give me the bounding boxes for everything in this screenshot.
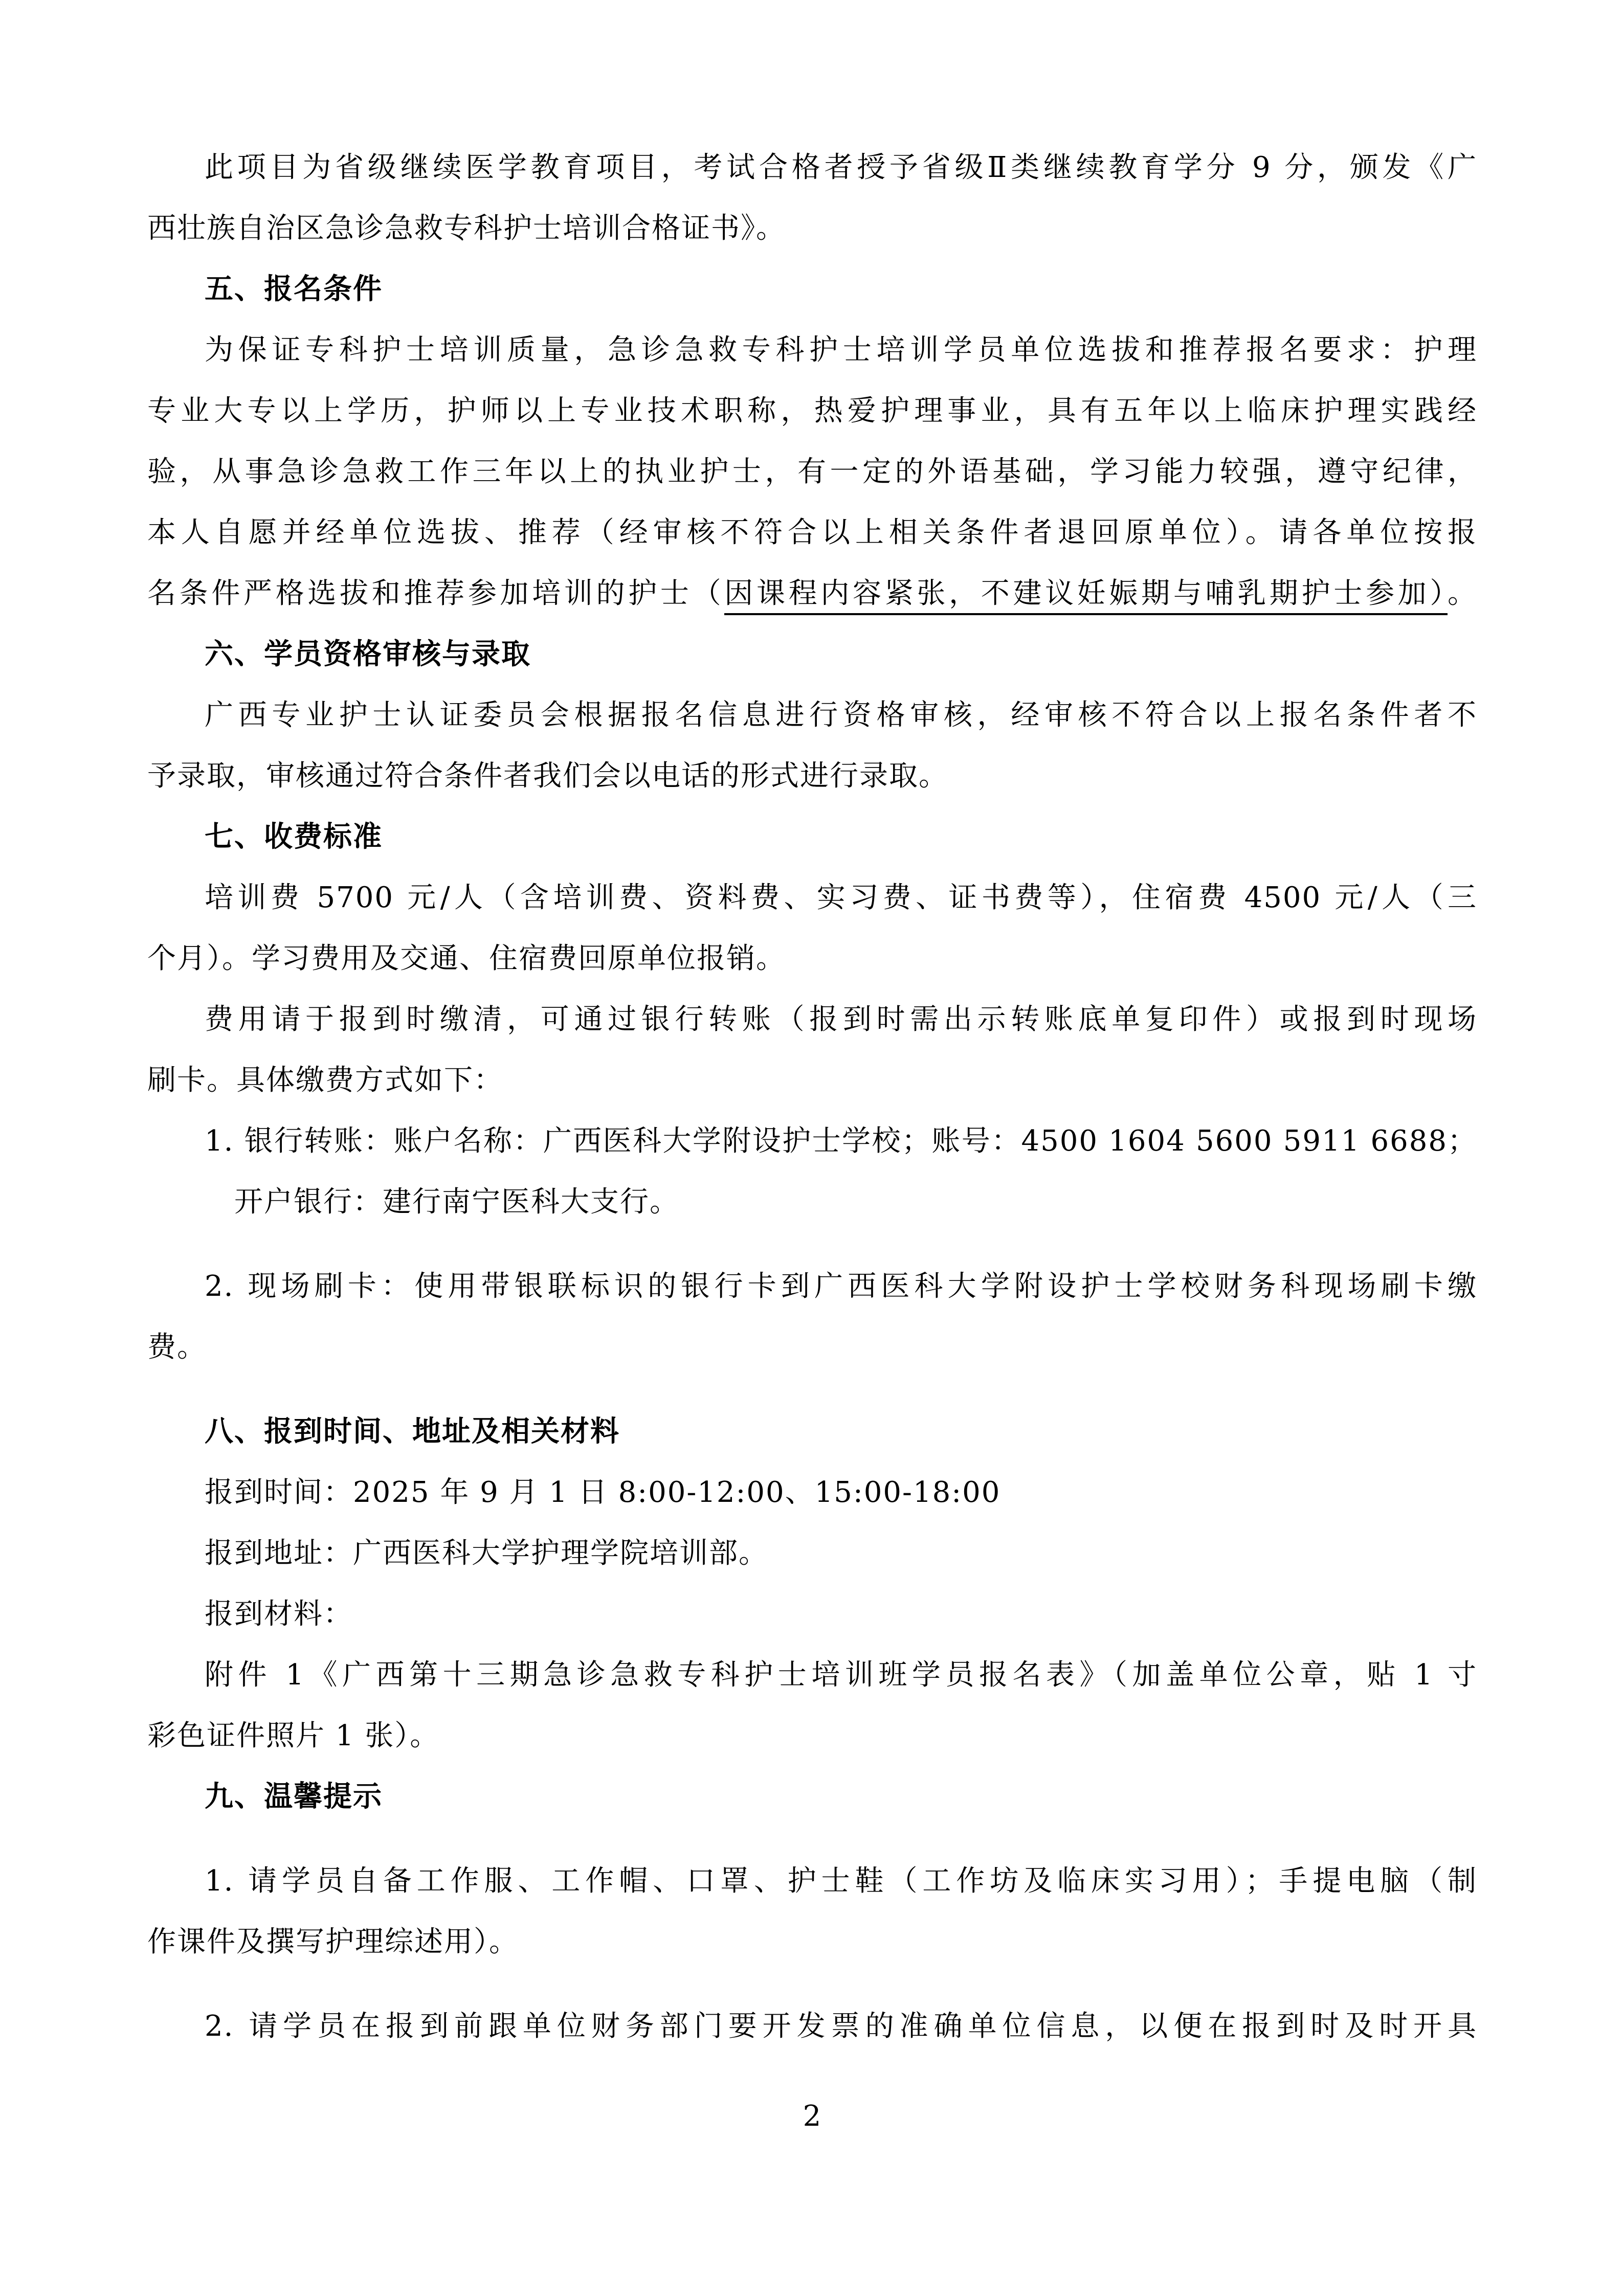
underlined-note: 因课程内容紧张，不建议妊娠期与哺乳期护士参加） (724, 577, 1448, 615)
plain-text: 。 (1448, 577, 1478, 610)
section-heading-5-enrollment-conditions: 五、报名条件 (205, 273, 383, 306)
list-item-card-payment-continuation: 费。 (147, 1331, 207, 1364)
paragraph-line: 广西专业护士认证委员会根据报名信息进行资格审核，经审核不符合以上报名条件者不 (205, 699, 1477, 732)
paragraph-line: 培训费 5700 元/人（含培训费、资料费、实习费、证书费等），住宿费 4500 元/人（三 (205, 881, 1477, 914)
registration-time-line: 报到时间：2025 年 9 月 1 日 8:00-12:00、15:00-18:00 (205, 1476, 1001, 1509)
registration-address-line: 报到地址：广西医科大学护理学院培训部。 (205, 1537, 768, 1570)
registration-materials-line: 报到材料： (205, 1597, 353, 1631)
section-heading-6-qualification-review: 六、学员资格审核与录取 (205, 638, 531, 671)
list-item-card-payment: 2. 现场刷卡：使用带银联标识的银行卡到广西医科大学附设护士学校财务科现场刷卡缴 (205, 1270, 1477, 1303)
paragraph-line-with-underline (147, 563, 1477, 624)
list-item-supplies-continuation: 作课件及撰写护理综述用）。 (147, 1925, 519, 1959)
document-content (147, 137, 1477, 2057)
paragraph-line: 刷卡。具体缴费方式如下： (147, 1064, 503, 1097)
paragraph-line: 本人自愿并经单位选拔、推荐（经审核不符合以上相关条件者退回原单位）。请各单位按报 (147, 516, 1477, 549)
paragraph-line: 西壮族自治区急诊急救专科护士培训合格证书》。 (147, 212, 786, 245)
paragraph-line: 验，从事急诊急救工作三年以上的执业护士，有一定的外语基础，学习能力较强，遵守纪律， (147, 455, 1477, 488)
section-heading-9-tips: 九、温馨提示 (205, 1780, 383, 1813)
paragraph-line: 附件 1《广西第十三期急诊急救专科护士培训班学员报名表》（加盖单位公章，贴 1 寸 (205, 1658, 1477, 1692)
plain-text: 名条件严格选拔和推荐参加培训的护士（ (147, 577, 725, 610)
section-heading-7-fee-standard: 七、收费标准 (205, 820, 383, 853)
section-heading-8-registration-info: 八、报到时间、地址及相关材料 (205, 1415, 620, 1448)
list-item-bank-transfer-continuation: 开户银行：建行南宁医科大支行。 (234, 1185, 679, 1219)
list-item-supplies: 1. 请学员自备工作服、工作帽、口罩、护士鞋（工作坊及临床实习用）；手提电脑（制 (205, 1864, 1477, 1898)
paragraph-line: 专业大专以上学历，护师以上专业技术职称，热爱护理事业，具有五年以上临床护理实践经 (147, 394, 1477, 427)
paragraph-line: 费用请于报到时缴清，可通过银行转账（报到时需出示转账底单复印件）或报到时现场 (205, 1003, 1477, 1036)
paragraph-line: 此项目为省级继续医学教育项目，考试合格者授予省级Ⅱ类继续教育学分 9 分，颁发《广 (205, 151, 1477, 184)
list-item-invoice: 2. 请学员在报到前跟单位财务部门要开发票的准确单位信息，以便在报到时及时开具 (205, 2010, 1477, 2043)
paragraph-line: 予录取，审核通过符合条件者我们会以电话的形式进行录取。 (147, 759, 948, 793)
list-item-bank-transfer: 1. 银行转账：账户名称：广西医科大学附设护士学校；账号：4500 1604 5600 5911 6688； (205, 1124, 1477, 1158)
paragraph-line: 为保证专科护士培训质量，急诊急救专科护士培训学员单位选拔和推荐报名要求：护理 (205, 333, 1477, 367)
paragraph-line: 彩色证件照片 1 张）。 (147, 1719, 440, 1752)
page-number: 2 (803, 2100, 821, 2133)
paragraph-line: 个月）。学习费用及交通、住宿费回原单位报销。 (147, 942, 786, 975)
